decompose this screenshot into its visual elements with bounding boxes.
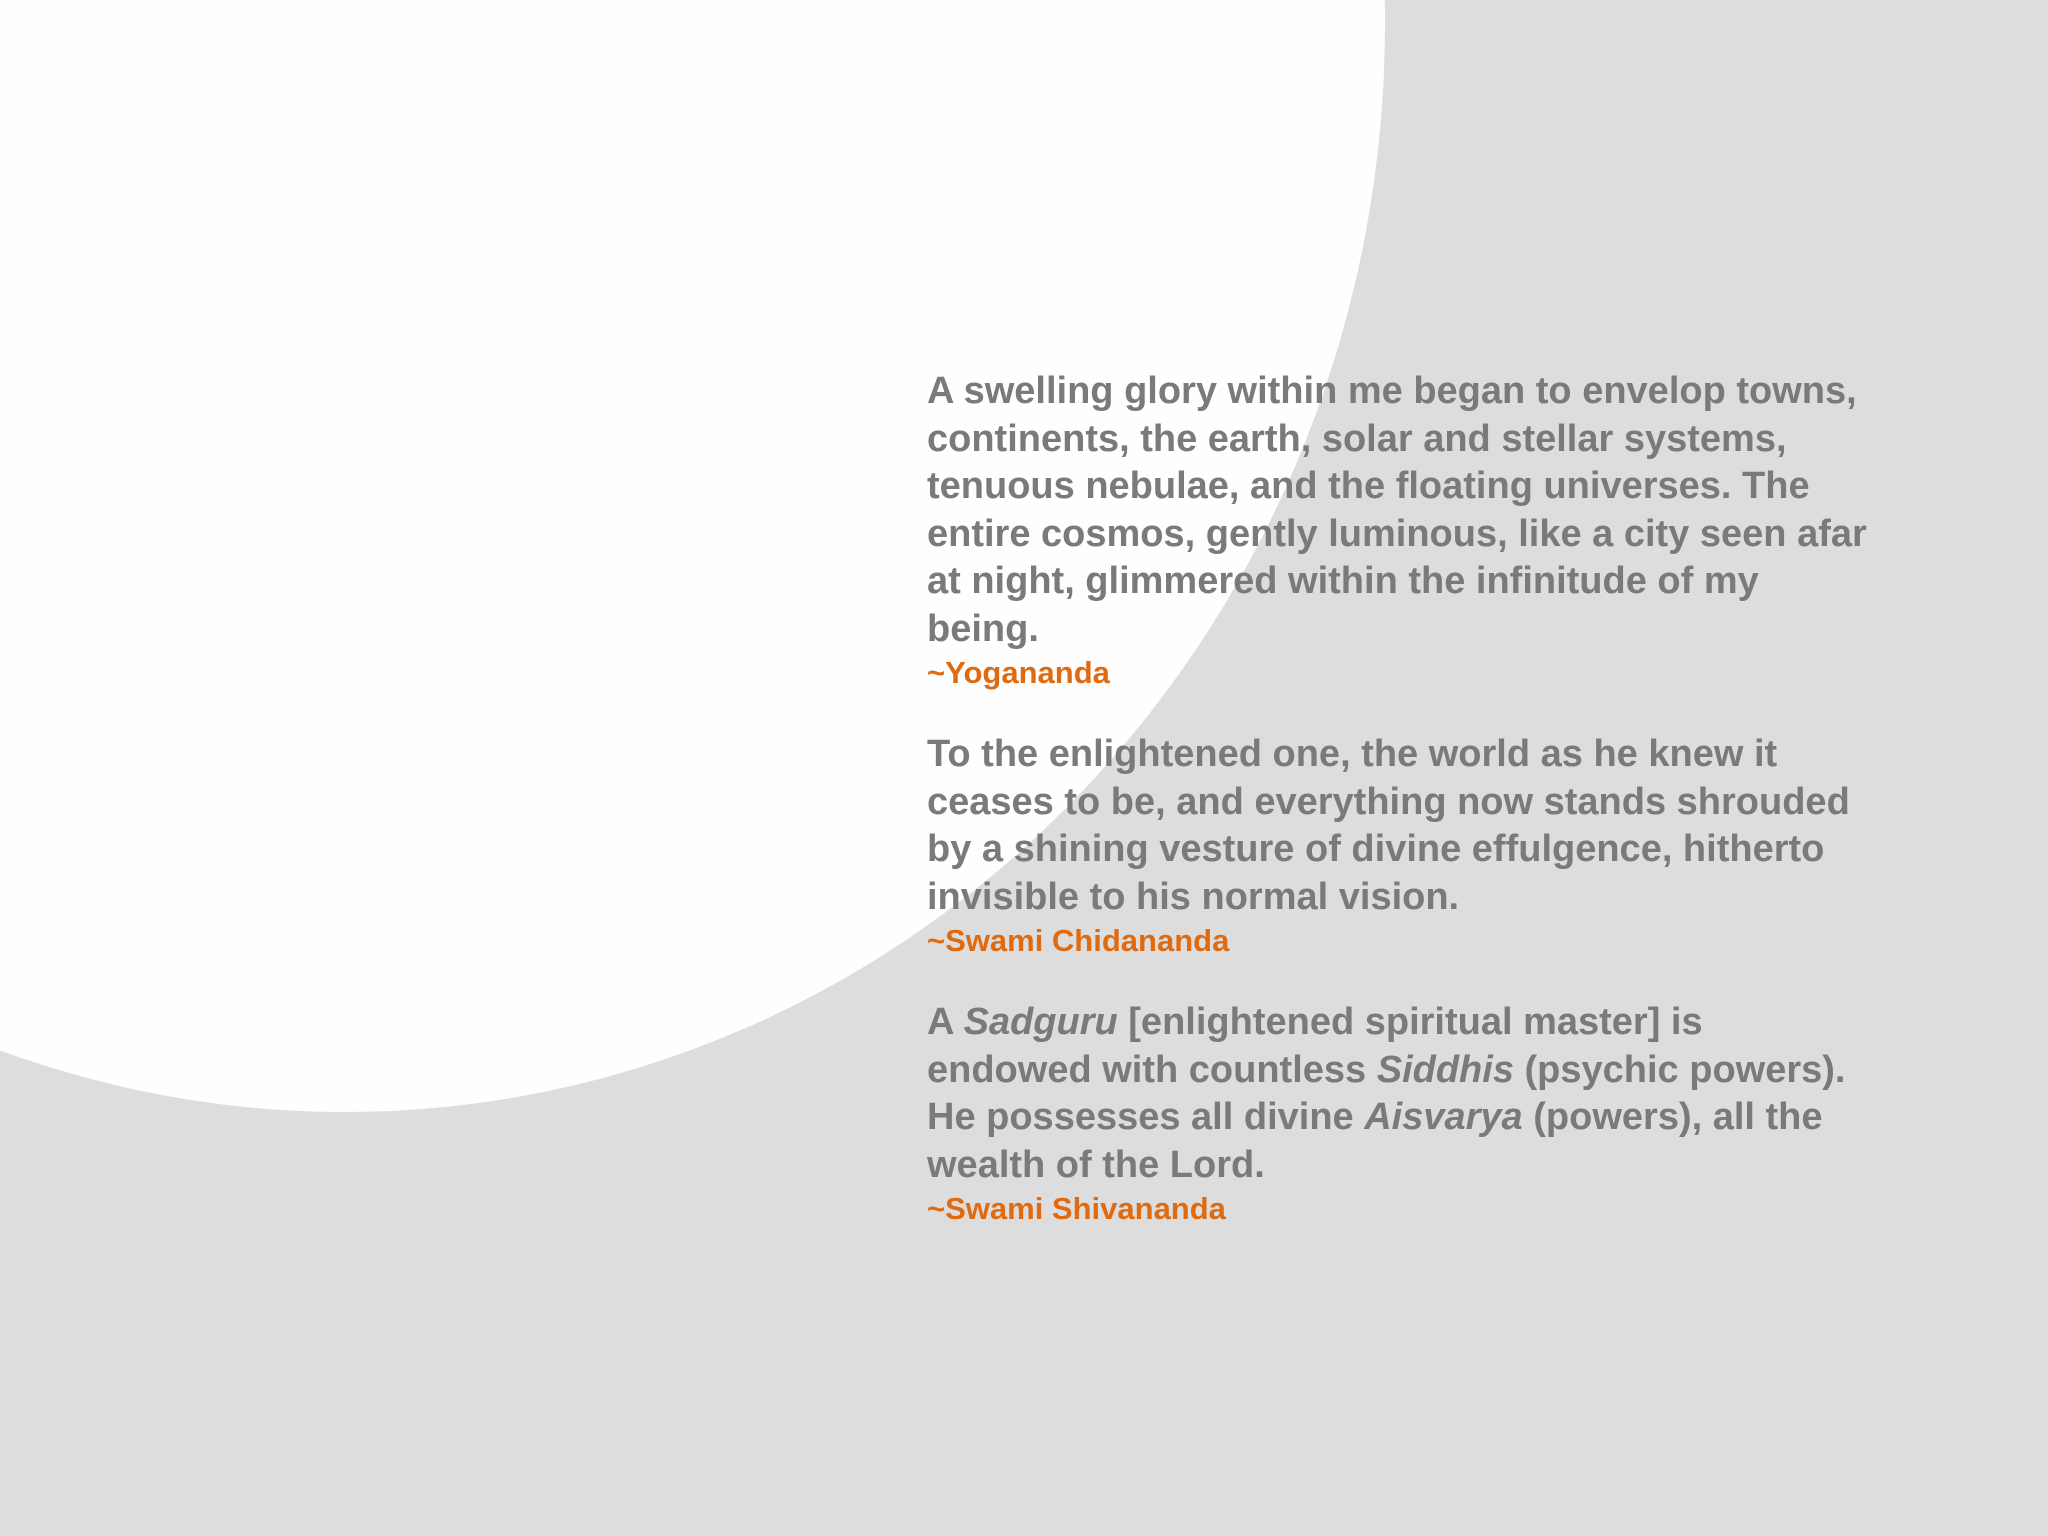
quote-author: ~Swami Shivananda [927, 1191, 1226, 1226]
quote-author: ~Yogananda [927, 655, 1110, 690]
quotes-column [927, 368, 2007, 1267]
emphasis-term: Aisvarya [1364, 1096, 1523, 1138]
quote-line: entire cosmos, gently luminous, like a city seen afar [927, 512, 1867, 555]
quote-line: by a shining vesture of divine effulgence, hitherto [927, 828, 1825, 870]
quote-author: ~Swami Chidananda [927, 923, 1230, 958]
quote-block [927, 731, 2007, 961]
quote-text [927, 731, 2007, 921]
quote-block [927, 999, 2007, 1229]
quote-text [927, 368, 2007, 653]
quote-line: A Sadguru [enlightened spiritual master] is [927, 1001, 1703, 1043]
quote-text [927, 999, 2007, 1189]
quote-line: invisible to his normal vision. [927, 875, 1460, 918]
emphasis-term: Siddhis [1376, 1048, 1514, 1091]
quote-line: tenuous nebulae, and the floating universes. The [927, 465, 1810, 507]
quote-line: A swelling glory within me began to envelop towns, [927, 370, 1857, 412]
quote-block [927, 368, 2007, 693]
quote-line: continents, the earth, solar and stellar systems, [927, 417, 1787, 460]
quote-line: He possesses all divine Aisvarya (powers), all the [927, 1096, 1823, 1138]
quote-line: ceases to be, and everything now stands shrouded [927, 780, 1850, 823]
emphasis-term: Sadguru [963, 1001, 1118, 1043]
quote-line: endowed with countless Siddhis (psychic powers). [927, 1048, 1846, 1091]
quote-line: wealth of the Lord. [927, 1143, 1265, 1186]
quote-line: being. [927, 607, 1039, 650]
quote-line: at night, glimmered within the infinitude of my [927, 560, 1759, 602]
quote-line: To the enlightened one, the world as he knew it [927, 733, 1778, 775]
